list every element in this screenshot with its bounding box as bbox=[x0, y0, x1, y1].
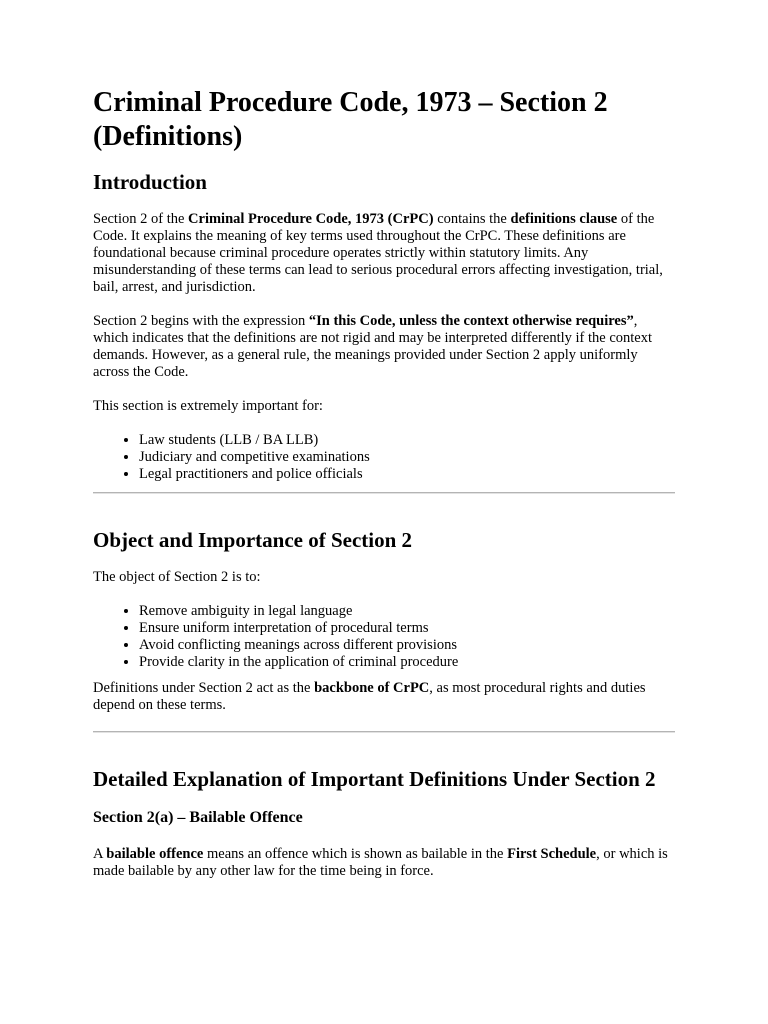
text-run: of the Code. It explains the meaning of key terms used throughout the CrPC. These definitions are foundational because criminal procedure operates strictly within statutory limits. Any misunderstanding of these terms can lead to serious procedural errors affecting investigation, trial, bail, arrest, and jurisdiction. bbox=[93, 211, 663, 295]
importance-list bbox=[93, 432, 675, 483]
introduction-paragraph-2 bbox=[93, 313, 675, 381]
object-paragraph-2 bbox=[93, 680, 675, 714]
bailable-offence-paragraph bbox=[93, 846, 675, 880]
bold-term-bailable-offence: bailable offence bbox=[106, 846, 204, 862]
subsection-heading-2a: Section 2(a) – Bailable Offence bbox=[93, 809, 303, 826]
text-run: , as most procedural rights and duties depend on these terms. bbox=[93, 680, 646, 713]
page-title: Criminal Procedure Code, 1973 – Section 2 (Definitions) bbox=[93, 87, 608, 152]
bold-term-first-schedule: First Schedule bbox=[507, 846, 597, 862]
list-item: • Avoid conflicting meanings across different provisions bbox=[139, 637, 675, 654]
list-item: • Law students (LLB / BA LLB) bbox=[139, 432, 675, 449]
text-run: Section 2 begins with the expression bbox=[93, 313, 309, 329]
bold-expression: “In this Code, unless the context otherwise requires” bbox=[308, 313, 634, 329]
object-heading: Object and Importance of Section 2 bbox=[93, 528, 413, 552]
text-run: means an offence which is shown as bailable in the bbox=[203, 846, 508, 862]
text-run: , which indicates that the definitions are not rigid and may be interpreted differently if the context demands. However, as a general rule, the meanings provided under Section 2 apply uniformly across the Code. bbox=[93, 313, 653, 380]
list-item: • Remove ambiguity in legal language bbox=[139, 603, 675, 620]
bold-term-crpc: Criminal Procedure Code, 1973 (CrPC) bbox=[188, 211, 434, 227]
bold-term-definitions-clause: definitions clause bbox=[510, 211, 618, 227]
object-paragraph-1: The object of Section 2 is to: bbox=[93, 569, 261, 585]
introduction-paragraph-3: This section is extremely important for: bbox=[93, 398, 323, 414]
object-list bbox=[93, 603, 675, 671]
detailed-heading: Detailed Explanation of Important Definitions Under Section 2 bbox=[93, 767, 656, 791]
section-divider bbox=[93, 492, 675, 494]
list-item: • Legal practitioners and police officials bbox=[139, 466, 675, 483]
text-run: Section 2 of the bbox=[93, 211, 189, 227]
bold-term-backbone: backbone of CrPC bbox=[314, 680, 430, 696]
section-divider bbox=[93, 731, 675, 733]
introduction-paragraph-1 bbox=[93, 211, 675, 296]
text-run: contains the bbox=[433, 211, 511, 227]
text-run: , or which is made bailable by any other law for the time being in force. bbox=[93, 846, 668, 879]
list-item: • Provide clarity in the application of criminal procedure bbox=[139, 654, 675, 671]
text-run: Definitions under Section 2 act as the bbox=[93, 680, 315, 696]
text-run: A bbox=[93, 846, 107, 862]
list-item: • Ensure uniform interpretation of procedural terms bbox=[139, 620, 675, 637]
list-item: • Judiciary and competitive examinations bbox=[139, 449, 675, 466]
introduction-heading: Introduction bbox=[93, 170, 207, 194]
